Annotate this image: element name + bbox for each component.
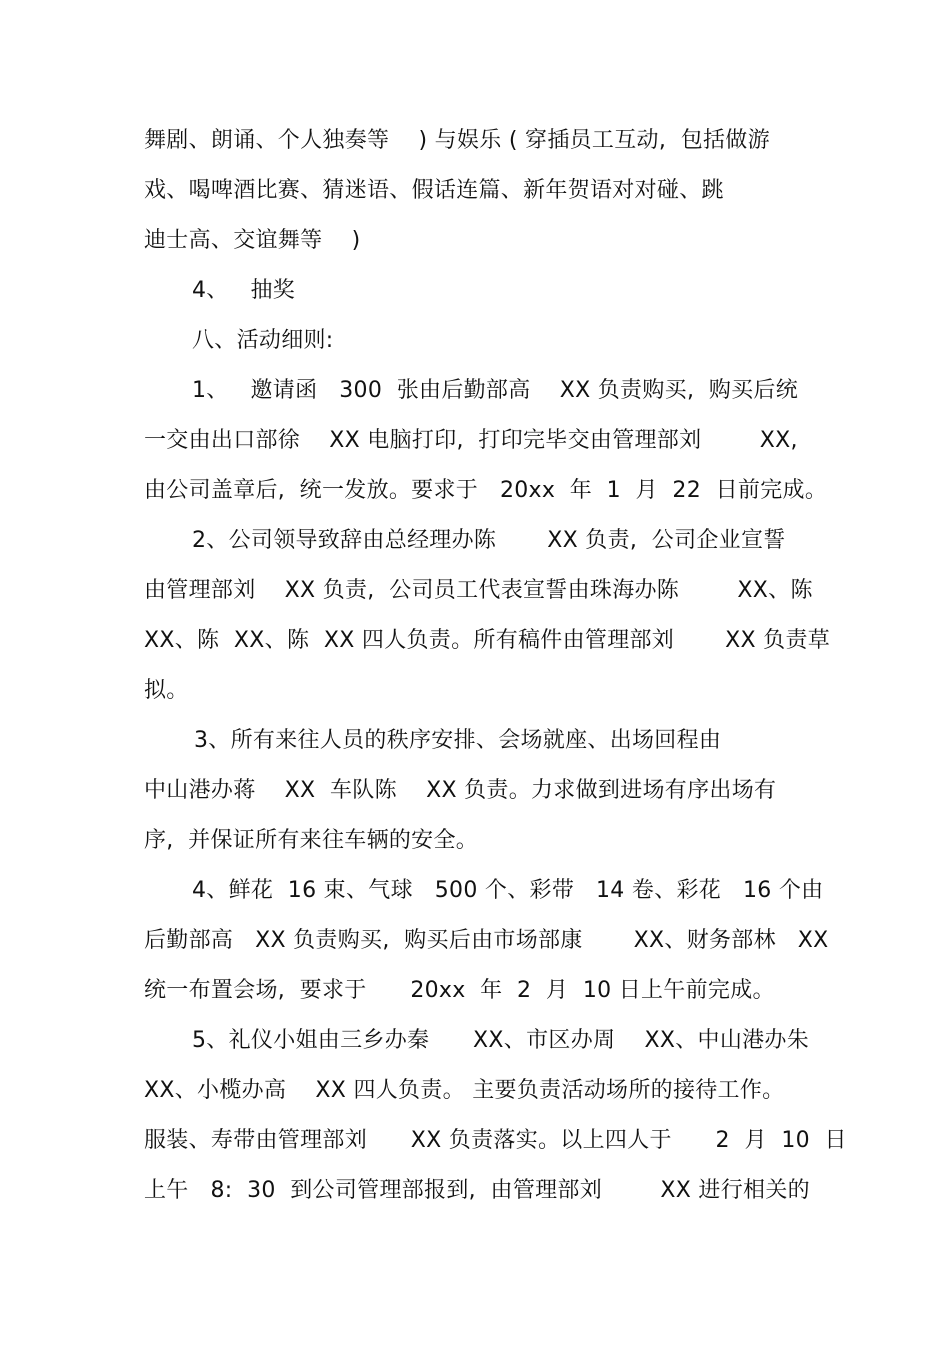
text-line: 后勤部高 XX 负责购买, 购买后由市场部康 XX、财务部林 XX — [144, 928, 829, 953]
text-line: 上午 8: 30 到公司管理部报到, 由管理部刘 XX 进行相关的 — [144, 1178, 810, 1203]
section-heading: 八、活动细则: — [192, 328, 334, 353]
paragraph-start: 2、公司领导致辞由总经理办陈 XX 负责, 公司企业宣誓 — [192, 528, 786, 553]
text-line: 迪士高、交谊舞等 ) — [144, 228, 361, 253]
text-line: XX、小榄办高 XX 四人负责。 主要负责活动场所的接待工作。 — [144, 1078, 785, 1103]
text-line: 中山港办蒋 XX 车队陈 XX 负责。力求做到进场有序出场有 — [144, 778, 777, 803]
text-line: XX、陈 XX、陈 XX 四人负责。所有稿件由管理部刘 XX 负责草 — [144, 628, 831, 653]
text-line: 一交由出口部徐 XX 电脑打印, 打印完毕交由管理部刘 XX, — [144, 428, 798, 453]
text-line: 戏、喝啤酒比赛、猜迷语、假话连篇、新年贺语对对碰、跳 — [144, 178, 724, 203]
list-item-heading: 4、 抽奖 — [192, 278, 296, 303]
text-line: 由公司盖章后, 统一发放。要求于 20xx 年 1 月 22 日前完成。 — [144, 478, 828, 503]
text-line: 统一布置会场, 要求于 20xx 年 2 月 10 日上午前完成。 — [144, 978, 775, 1003]
text-line: 服装、寿带由管理部刘 XX 负责落实。以上四人于 2 月 10 日 — [144, 1128, 847, 1153]
text-line: 序, 并保证所有来往车辆的安全。 — [144, 828, 479, 853]
text-line: 由管理部刘 XX 负责, 公司员工代表宣誓由珠海办陈 XX、陈 — [144, 578, 813, 603]
text-line: 舞剧、朗诵、个人独奏等 ) 与娱乐 ( 穿插员工互动, 包括做游 — [144, 128, 770, 153]
text-line: 拟。 — [144, 678, 189, 703]
paragraph-start: 1、 邀请函 300 张由后勤部高 XX 负责购买, 购买后统 — [192, 378, 799, 403]
paragraph-start: 4、鲜花 16 束、气球 500 个、彩带 14 卷、彩花 16 个由 — [192, 878, 824, 903]
paragraph-start: 5、礼仪小姐由三乡办秦 XX、市区办周 XX、中山港办朱 — [192, 1028, 810, 1053]
paragraph-start: 3、所有来往人员的秩序安排、会场就座、出场回程由 — [194, 728, 722, 753]
